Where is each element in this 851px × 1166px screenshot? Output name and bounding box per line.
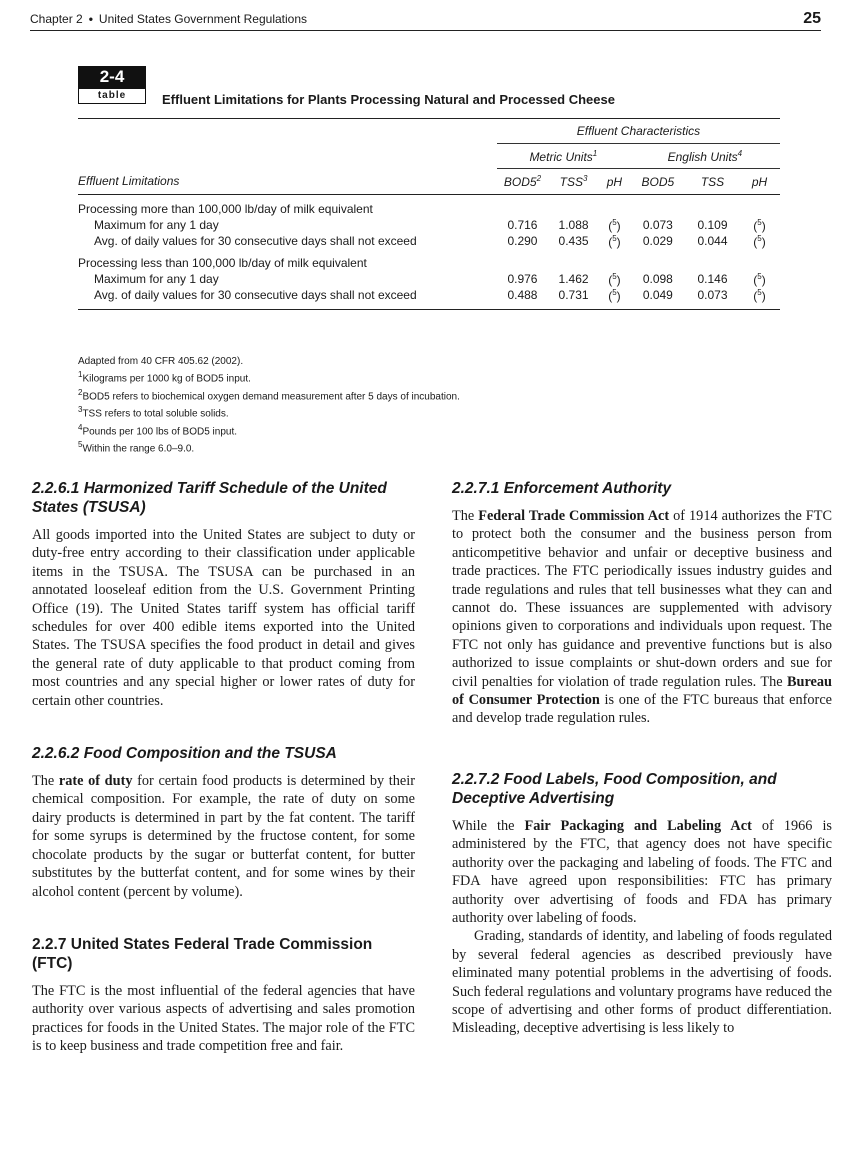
table-footnotes xyxy=(78,355,460,456)
english-units-header: English Units$^4$ xyxy=(630,144,780,169)
paragraph: The Federal Trade Commission Act of 1914 authorizes the FTC to protect both the consumer and the business person from anticompetitive behavior and unfair or deceptive business and trade practices. The FTC periodically issues industry guides and trade regulations and rules that tell businesses what they can and cannot do. These issuances are supplemented with advisory opinions given to corporations and individuals upon request. The FTC not only has guidance and preventive functions but is also authorized to issue complaints or shut-down orders and sue for civil penalties for violation of trade regulation rules. The Bureau of Consumer Protection is one of the FTC bureaus that enforce and develop trade regulation rules. xyxy=(452,508,833,727)
table-row: Avg. of daily values for 30 consecutive days shall not exceed 0.290 0.435 ($^5$) 0.029 0.044 ($^5$) xyxy=(94,233,766,249)
chapter-title: United States Government Regulations xyxy=(98,12,308,26)
effluent-table xyxy=(78,118,780,310)
paragraph: The rate of duty for certain food products is determined by their chemical composition. For example, the rate of duty on some dairy products is determined in part by the fat content. The tariff for some syrups is determined by the fructose content, for some chocolate products by the sugar or butterfat content, for butter substitutes by the butterfat content, and for some wines by their alcohol content (percent by volume). xyxy=(32,773,415,900)
group-label: Processing more than 100,000 lb/day of milk equivalent xyxy=(78,202,373,216)
paragraph: Grading, standards of identity, and labeling of foods regulated by several federal agencies as described previously have eliminated many potential problems in the advertising of foods. Such federal regulations and voluntary programs have reduced the scope of advertising and other forms of product differentiation. Misleading, deceptive advertising is less likely to xyxy=(452,928,832,1037)
table-row: Maximum for any 1 day 0.976 1.462 ($^5$) 0.098 0.146 ($^5$) xyxy=(94,271,766,287)
section-heading: 2.2.7.2 Food Labels, Food Composition, and Deceptive Advertising xyxy=(452,770,777,807)
running-header xyxy=(30,8,821,31)
page-number: 25 xyxy=(803,10,821,27)
table-badge xyxy=(78,66,146,104)
group-header: Effluent Characteristics xyxy=(576,124,701,138)
section-heading: 2.2.7.1 Enforcement Authority xyxy=(452,480,672,497)
table-number: 2-4 xyxy=(78,66,146,88)
col-tss-metric: TSS$^3$ xyxy=(548,169,599,195)
row-header: Effluent Limitations xyxy=(78,169,497,195)
footnote: $^2$BOD5 refers to biochemical oxygen demand measurement after 5 days of incubation. xyxy=(78,387,460,403)
group-label: Processing less than 100,000 lb/day of milk equivalent xyxy=(78,256,367,270)
footnote: Adapted from 40 CFR 405.62 (2002). xyxy=(78,356,244,367)
paragraph: All goods imported into the United States are subject to duty or duty-free entry according to their classification under applicable items in the TSUSA. The TSUSA can be purchased in an annotated looseleaf edition from the U.S. Government Printing Office (19). The United States tariff system has official tariff schedules for over 400 edible items exported into the United States. The TSUSA specifies the food product in detail and gives the general rate of duty applicable to that product coming from most countries and any special higher or lower rates of duty for certain other countries. xyxy=(32,527,415,709)
section-heading: 2.2.6.1 Harmonized Tariff Schedule of the United States (TSUSA) xyxy=(32,480,387,516)
section-heading: 2.2.6.2 Food Composition and the TSUSA xyxy=(32,745,337,763)
metric-units-header: Metric Units$^1$ xyxy=(497,144,630,169)
left-column xyxy=(32,479,415,1056)
table-caption: Effluent Limitations for Plants Processing Natural and Processed Cheese xyxy=(162,92,615,107)
bullet-separator: • xyxy=(88,12,93,26)
footnote: $^1$Kilograms per 1000 kg of BOD5 input. xyxy=(78,370,251,385)
col-bod5-metric: $BOD5^2$ xyxy=(497,169,548,195)
right-column xyxy=(452,479,832,1038)
col-ph-metric: pH xyxy=(599,169,630,195)
col-tss-english: TSS xyxy=(686,169,739,195)
footnote: $^3$TSS refers to total soluble solids. xyxy=(78,405,229,420)
section-heading: 2.2.7 United States Federal Trade Commission (FTC) xyxy=(32,935,373,972)
chapter-label: Chapter 2 xyxy=(30,12,83,26)
table-label: table xyxy=(78,88,146,104)
footnote: $^4$Pounds per 100 lbs of BOD5 input. xyxy=(78,422,237,438)
paragraph: While the Fair Packaging and Labeling Act of 1966 is administered by the FTC, that agency does not have specific authority over the packaging and labeling of foods. The FTC and FDA have agreed upon responsibilities: FTC has primary authority over advertising of foods and FDA has primary authority over labeling of foods. xyxy=(452,817,832,926)
col-bod5-english: BOD5 xyxy=(630,169,686,195)
col-ph-english: pH xyxy=(739,169,780,195)
table-row: Maximum for any 1 day 0.716 1.088 ($^5$) 0.073 0.109 ($^5$) xyxy=(94,217,766,233)
running-head-text xyxy=(30,12,307,30)
paragraph: The FTC is the most influential of the federal agencies that have authority over various aspects of advertising and sales promotion practices for foods in the United States. The major role of the FTC is to keep business and trade competition free and fair. xyxy=(32,982,415,1055)
table-row: Avg. of daily values for 30 consecutive days shall not exceed 0.488 0.731 ($^5$) 0.049 0.073 ($^5$) xyxy=(94,287,766,303)
footnote: $^5$Within the range 6.0–9.0. xyxy=(78,440,195,455)
